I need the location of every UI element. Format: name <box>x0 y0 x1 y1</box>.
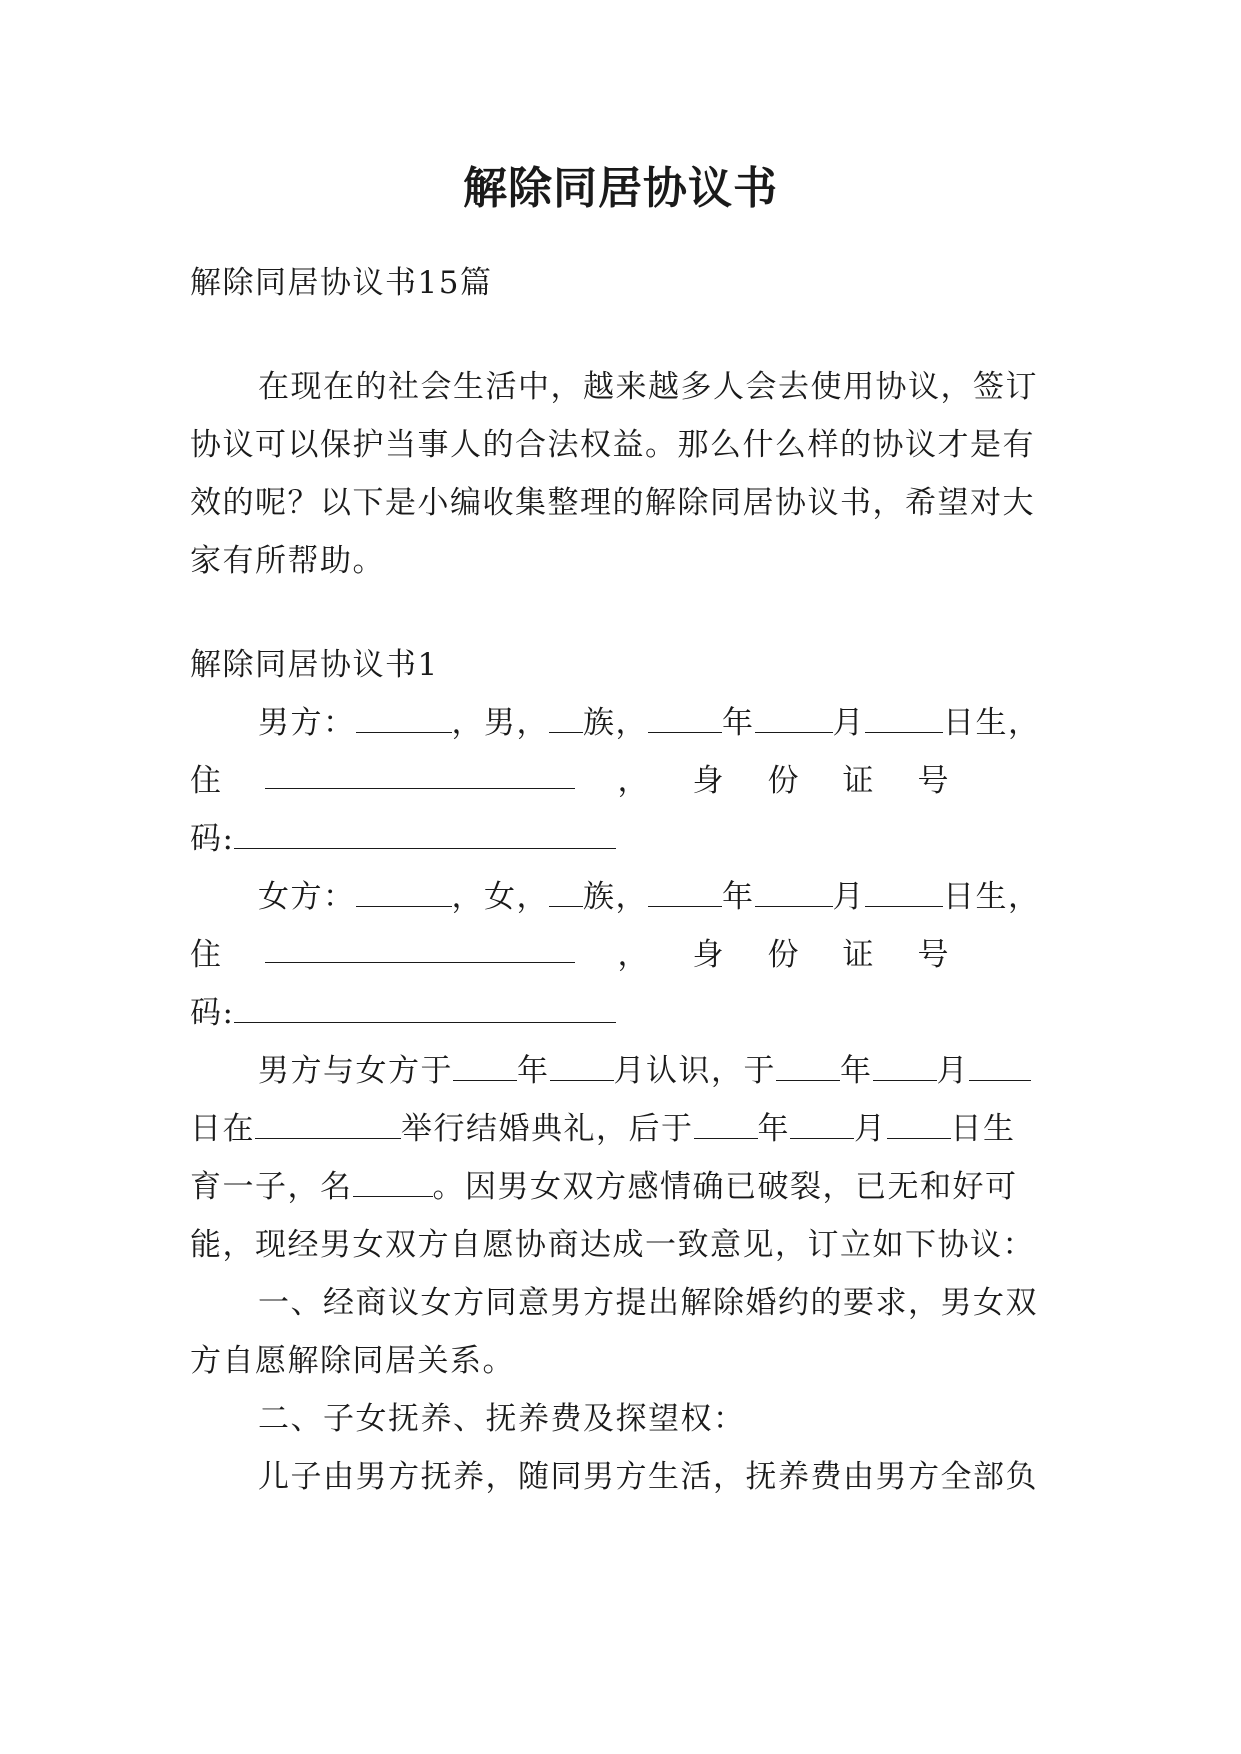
body-text: 。因男女双方感情确已破裂，已无和好可 <box>432 1169 1018 1205</box>
wedding-year-blank <box>776 1044 840 1081</box>
woman-id-char-4: 号 <box>917 937 950 973</box>
woman-address-blank <box>265 926 575 963</box>
woman-year: 年 <box>722 879 755 915</box>
woman-month: 月 <box>832 879 865 915</box>
man-address-comma: ， <box>617 763 650 799</box>
woman-sex: ，女， <box>451 879 549 915</box>
body-line-1 <box>258 1042 1052 1100</box>
body-text: 月认识，于 <box>613 1053 776 1089</box>
body-text: 年 <box>757 1111 790 1147</box>
woman-id-char-1: 身 <box>692 937 725 973</box>
woman-year-blank <box>648 870 722 907</box>
man-address-label: 住 <box>190 763 223 799</box>
man-day-blank <box>865 696 943 733</box>
body-text: 年 <box>840 1053 873 1089</box>
woman-address-line <box>190 926 950 984</box>
man-month-blank <box>755 696 833 733</box>
clause-1-line-2: 方自愿解除同居关系。 <box>190 1343 515 1379</box>
woman-id-line <box>190 984 1052 1042</box>
body-text: 男方与女方于 <box>258 1053 453 1089</box>
man-sex: ，男， <box>451 705 549 741</box>
body-text: 举行结婚典礼，后于 <box>401 1111 694 1147</box>
man-label: 男方： <box>258 705 356 741</box>
woman-id-char-2: 份 <box>767 937 800 973</box>
woman-id-blank <box>234 986 616 1023</box>
woman-born: 日生， <box>943 879 1041 915</box>
man-ethnic: 族， <box>583 705 648 741</box>
woman-address-label: 住 <box>190 937 223 973</box>
woman-name-blank <box>356 870 452 907</box>
body-text: 月 <box>936 1053 969 1089</box>
body-text: 月 <box>854 1111 887 1147</box>
man-id-blank <box>234 812 616 849</box>
body-text: 育一子，名 <box>190 1169 353 1205</box>
birth-year-blank <box>694 1102 758 1139</box>
child-name-blank <box>353 1160 433 1197</box>
man-name-blank <box>356 696 452 733</box>
woman-day-blank <box>865 870 943 907</box>
intro-line-1: 在现在的社会生活中，越来越多人会去使用协议，签订 <box>258 369 1038 405</box>
man-year: 年 <box>722 705 755 741</box>
met-year-blank <box>453 1044 517 1081</box>
woman-address-comma: ， <box>617 937 650 973</box>
document-subtitle: 解除同居协议书15篇 <box>190 265 493 301</box>
man-id-char-4: 号 <box>917 763 950 799</box>
met-month-blank <box>550 1044 614 1081</box>
man-address-line <box>190 752 950 810</box>
woman-label: 女方： <box>258 879 356 915</box>
intro-line-2: 协议可以保护当事人的合法权益。那么什么样的协议才是有 <box>190 427 1035 463</box>
man-info-line <box>258 694 1052 752</box>
body-line-3 <box>190 1158 1052 1216</box>
woman-ethnic-blank <box>549 870 583 907</box>
wedding-place-blank <box>255 1102 401 1139</box>
intro-line-3: 效的呢？以下是小编收集整理的解除同居协议书，希望对大 <box>190 485 1035 521</box>
man-id-line <box>190 810 1052 868</box>
woman-month-blank <box>755 870 833 907</box>
body-text: 年 <box>517 1053 550 1089</box>
wedding-month-blank <box>873 1044 937 1081</box>
body-text: 日在 <box>190 1111 255 1147</box>
intro-line-4: 家有所帮助。 <box>190 543 385 579</box>
man-ethnic-blank <box>549 696 583 733</box>
clause-2-body: 儿子由男方抚养，随同男方生活，抚养费由男方全部负 <box>258 1459 1038 1495</box>
man-month: 月 <box>832 705 865 741</box>
wedding-day-blank <box>969 1044 1031 1081</box>
section-heading: 解除同居协议书1 <box>190 647 439 683</box>
man-id-char-1: 身 <box>692 763 725 799</box>
man-id-char-2: 份 <box>767 763 800 799</box>
clause-2-heading: 二、子女抚养、抚养费及探望权： <box>258 1401 746 1437</box>
body-line-2 <box>190 1100 1052 1158</box>
document-title: 解除同居协议书 <box>463 163 778 214</box>
body-line-4: 能，现经男女双方自愿协商达成一致意见，订立如下协议： <box>190 1227 1035 1263</box>
man-id-char-3: 证 <box>842 763 875 799</box>
clause-1-line-1: 一、经商议女方同意男方提出解除婚约的要求，男女双 <box>258 1285 1038 1321</box>
woman-id-code: 码: <box>190 995 235 1031</box>
woman-ethnic: 族， <box>583 879 648 915</box>
man-year-blank <box>648 696 722 733</box>
body-text: 日生 <box>950 1111 1016 1147</box>
woman-id-char-3: 证 <box>842 937 875 973</box>
man-born: 日生， <box>943 705 1041 741</box>
woman-info-line <box>258 868 1052 926</box>
birth-month-blank <box>790 1102 854 1139</box>
birth-day-blank <box>887 1102 951 1139</box>
man-id-code: 码: <box>190 821 235 857</box>
man-address-blank <box>265 752 575 789</box>
